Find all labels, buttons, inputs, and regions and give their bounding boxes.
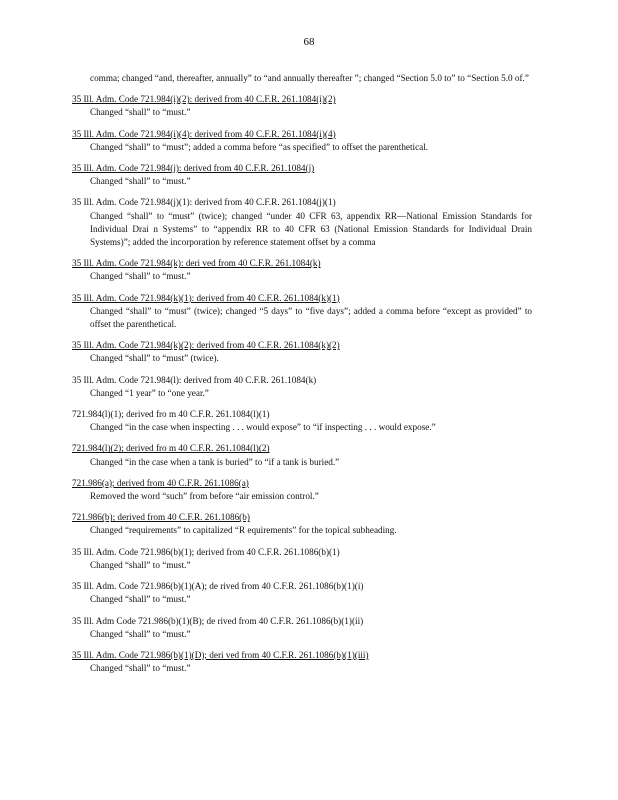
entry — [72, 546, 532, 572]
entry-heading: 721.984(l)(1); derived fro m 40 C.F.R. 261.1084(l)(1) — [72, 409, 270, 420]
document-body — [72, 72, 532, 683]
entry-text: Changed “shall” to “must” (twice). — [90, 353, 219, 364]
entry-text: Changed “shall” to “must.” — [90, 559, 191, 570]
entry-text: Changed “shall” to “must” (twice); changed “under 40 CFR 63, appendix RR—National Emission Standards for Individual Drai n Systems” to “appendix RR to 40 CFR 63 (National Emission Standards for Individual Drain Systems)”; added the incorporation by reference statement offset by a comma — [90, 210, 532, 248]
entry — [72, 196, 532, 249]
entry-heading: 35 Ill. Adm. Code 721.986(b)(1); derived from 40 C.F.R. 261.1086(b)(1) — [72, 546, 340, 557]
entry-heading: 721.986(a); derived from 40 C.F.R. 261.1086(a) — [72, 477, 249, 488]
entry-text: Changed “shall” to “must.” — [90, 594, 191, 605]
entry — [72, 511, 532, 537]
entry — [72, 128, 532, 154]
entry-text: Changed “shall” to “must.” — [90, 176, 191, 187]
entry-heading: 35 Ill. Adm. Code 721.984(j): derived from 40 C.F.R. 261.1084(j) — [72, 163, 315, 174]
entry — [72, 339, 532, 365]
entry-text: Changed “shall” to “must.” — [90, 628, 191, 639]
entry-heading: 35 Ill. Adm Code 721.986(b)(1)(B); de rived from 40 C.F.R. 261.1086(b)(1)(ii) — [72, 615, 364, 626]
entry-text: Changed “shall” to “must.” — [90, 271, 191, 282]
entry-heading: 35 Ill. Adm. Code 721.986(b)(1)(A); de rived from 40 C.F.R. 261.1086(b)(1)(i) — [72, 581, 364, 592]
entry-text: Changed “requirements” to capitalized “R equirements” for the topical subheading. — [90, 525, 397, 536]
intro-text: comma; changed “and, thereafter, annually” to “and annually thereafter ”; changed “Section 5.0 to” to “Section 5.0 of.” — [90, 73, 529, 83]
entry — [72, 408, 532, 434]
entry-text: Removed the word “such” from before “air emission control.” — [90, 491, 319, 502]
entry — [72, 649, 532, 675]
entry — [72, 257, 532, 283]
entry-text: Changed “shall” to “must.” — [90, 663, 191, 674]
entry — [72, 477, 532, 503]
entry-heading: 35 Ill. Adm. Code 721.984(i)(2): derived from 40 C.F.R. 261.1084(i)(2) — [72, 94, 336, 105]
entry — [72, 93, 532, 119]
entry-heading: 35 Ill. Adm. Code 721.984(k)(2): derived from 40 C.F.R. 261.1084(k)(2) — [72, 340, 340, 351]
entry-heading: 35 Ill. Adm. Code 721.984(i)(4): derived from 40 C.F.R. 261.1084(i)(4) — [72, 128, 336, 139]
entry-heading: 35 Ill. Adm. Code 721.984(k)(1): derived from 40 C.F.R. 261.1084(k)(1) — [72, 292, 340, 303]
entry — [72, 162, 532, 188]
entry-text: Changed “shall” to “must” (twice); changed “5 days” to “five days”; added a comma before “except as provided” to offset the parenthetical. — [90, 305, 532, 330]
entry-heading: 35 Ill. Adm. Code 721.984(l): derived from 40 C.F.R. 261.1084(k) — [72, 374, 317, 385]
entry — [72, 580, 532, 606]
entry-heading: 721.986(b); derived from 40 C.F.R. 261.1086(b) — [72, 512, 250, 523]
page-number: 68 — [303, 36, 315, 48]
entry-text: Changed “shall” to “must.” — [90, 107, 191, 118]
entry-text: Changed “1 year” to “one year.” — [90, 387, 209, 398]
entry-text: Changed “in the case when inspecting . . . would expose” to “if inspecting . . . would expose.” — [90, 422, 436, 433]
entry-heading: 721.984(l)(2); derived fro m 40 C.F.R. 261.1084(l)(2) — [72, 443, 270, 454]
entry-heading: 35 Ill. Adm. Code 721.984(k): deri ved from 40 C.F.R. 261.1084(k) — [72, 258, 321, 269]
entry-list — [72, 93, 532, 675]
entry — [72, 615, 532, 641]
entry — [72, 292, 532, 332]
entry-text: Changed “shall” to “must”; added a comma before “as specified” to offset the parenthetical. — [90, 141, 429, 152]
entry-heading: 35 Ill. Adm. Code 721.984(j)(1): derived from 40 C.F.R. 261.1084(j)(1) — [72, 197, 336, 208]
entry — [72, 442, 532, 468]
entry-heading: 35 Ill. Adm. Code 721.986(b)(1)(D); deri ved from 40 C.F.R. 261.1086(b)(1)(iii) — [72, 649, 369, 660]
entry — [72, 374, 532, 400]
entry-text: Changed “in the case when a tank is buried” to “if a tank is buried.” — [90, 456, 340, 467]
